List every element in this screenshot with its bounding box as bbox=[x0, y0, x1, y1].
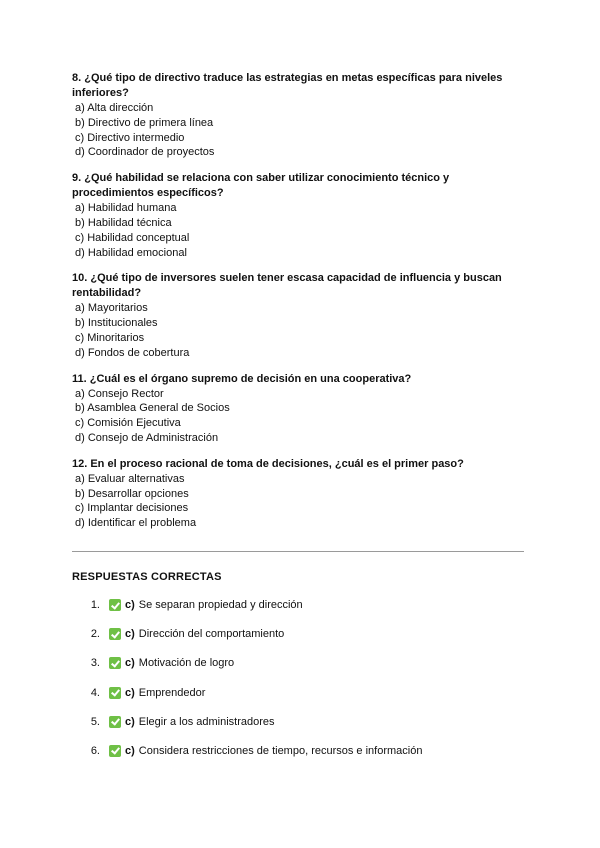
answer-letter: c) bbox=[125, 686, 135, 699]
answer-letter: c) bbox=[125, 744, 135, 757]
answer-text: Emprendedor bbox=[138, 686, 206, 699]
option-d: d) Identificar el problema bbox=[75, 517, 197, 530]
answer-number: 6. bbox=[90, 744, 100, 757]
answer-number: 5. bbox=[90, 715, 100, 728]
question-text: 9. ¿Qué habilidad se relaciona con saber utilizar conocimiento técnico y procedimientos específicos? bbox=[72, 172, 450, 200]
question-text: 10. ¿Qué tipo de inversores suelen tener escasa capacidad de influencia y buscan rentabilidad? bbox=[72, 272, 502, 300]
question-12 bbox=[72, 457, 532, 531]
answer-number: 4. bbox=[90, 686, 100, 699]
answer-letter: c) bbox=[125, 715, 135, 728]
answer-number: 1. bbox=[90, 599, 100, 611]
option-c: c) Implantar decisiones bbox=[75, 502, 189, 515]
option-b: b) Asamblea General de Socios bbox=[75, 402, 230, 415]
option-d: d) Consejo de Administración bbox=[75, 431, 219, 444]
answer-text: Dirección del comportamiento bbox=[138, 628, 285, 641]
answer-letter: c) bbox=[125, 628, 135, 641]
answer-text: Elegir a los administradores bbox=[138, 715, 275, 728]
option-c: c) Habilidad conceptual bbox=[75, 231, 190, 244]
answer-letter: c) bbox=[125, 657, 135, 670]
check-mark-icon bbox=[109, 745, 121, 757]
answers-list bbox=[72, 598, 422, 773]
answer-letter: c) bbox=[125, 599, 135, 611]
answer-item bbox=[72, 598, 422, 627]
answer-number: 3. bbox=[90, 657, 100, 670]
answer-item bbox=[72, 656, 422, 685]
option-a: a) Mayoritarios bbox=[75, 302, 148, 315]
question-10 bbox=[72, 271, 532, 360]
question-text: 11. ¿Cuál es el órgano supremo de decisión en una cooperativa? bbox=[72, 372, 412, 385]
options-list bbox=[72, 201, 532, 260]
answers-title: RESPUESTAS CORRECTAS bbox=[72, 571, 222, 583]
option-b: b) Directivo de primera línea bbox=[75, 116, 214, 129]
option-a: a) Consejo Rector bbox=[75, 387, 164, 400]
question-8 bbox=[72, 71, 532, 160]
check-mark-icon bbox=[109, 657, 121, 669]
question-text: 8. ¿Qué tipo de directivo traduce las estrategias en metas específicas para niveles inferiores? bbox=[72, 72, 503, 99]
answer-item bbox=[72, 715, 422, 744]
option-d: d) Fondos de cobertura bbox=[75, 346, 190, 359]
option-a: a) Habilidad humana bbox=[75, 202, 177, 215]
option-a: a) Alta dirección bbox=[75, 102, 154, 114]
answer-item bbox=[72, 686, 422, 715]
options-list bbox=[72, 472, 532, 531]
option-d: d) Habilidad emocional bbox=[75, 246, 187, 259]
horizontal-divider bbox=[72, 551, 524, 552]
answer-text: Motivación de logro bbox=[138, 657, 235, 670]
answer-item bbox=[72, 744, 422, 773]
option-b: b) Desarrollar opciones bbox=[75, 487, 189, 500]
option-b: b) Institucionales bbox=[75, 317, 158, 330]
questions-section bbox=[72, 71, 532, 542]
check-mark-icon bbox=[109, 599, 121, 611]
answer-text: Considera restricciones de tiempo, recursos e información bbox=[138, 744, 423, 757]
answer-number: 2. bbox=[90, 628, 100, 641]
answer-item bbox=[72, 627, 422, 656]
options-list bbox=[72, 387, 532, 446]
option-c: c) Directivo intermedio bbox=[75, 131, 185, 144]
check-mark-icon bbox=[109, 628, 121, 640]
check-mark-icon bbox=[109, 687, 121, 699]
option-a: a) Evaluar alternativas bbox=[75, 472, 185, 485]
options-list bbox=[72, 101, 532, 160]
check-mark-icon bbox=[109, 716, 121, 728]
options-list bbox=[72, 301, 532, 360]
option-d: d) Coordinador de proyectos bbox=[75, 146, 215, 159]
option-b: b) Habilidad técnica bbox=[75, 216, 172, 229]
question-11 bbox=[72, 372, 532, 446]
question-text: 12. En el proceso racional de toma de decisiones, ¿cuál es el primer paso? bbox=[72, 457, 464, 470]
option-c: c) Minoritarios bbox=[75, 331, 145, 344]
answer-text: Se separan propiedad y dirección bbox=[138, 599, 303, 611]
question-9 bbox=[72, 171, 532, 260]
option-c: c) Comisión Ejecutiva bbox=[75, 417, 181, 430]
